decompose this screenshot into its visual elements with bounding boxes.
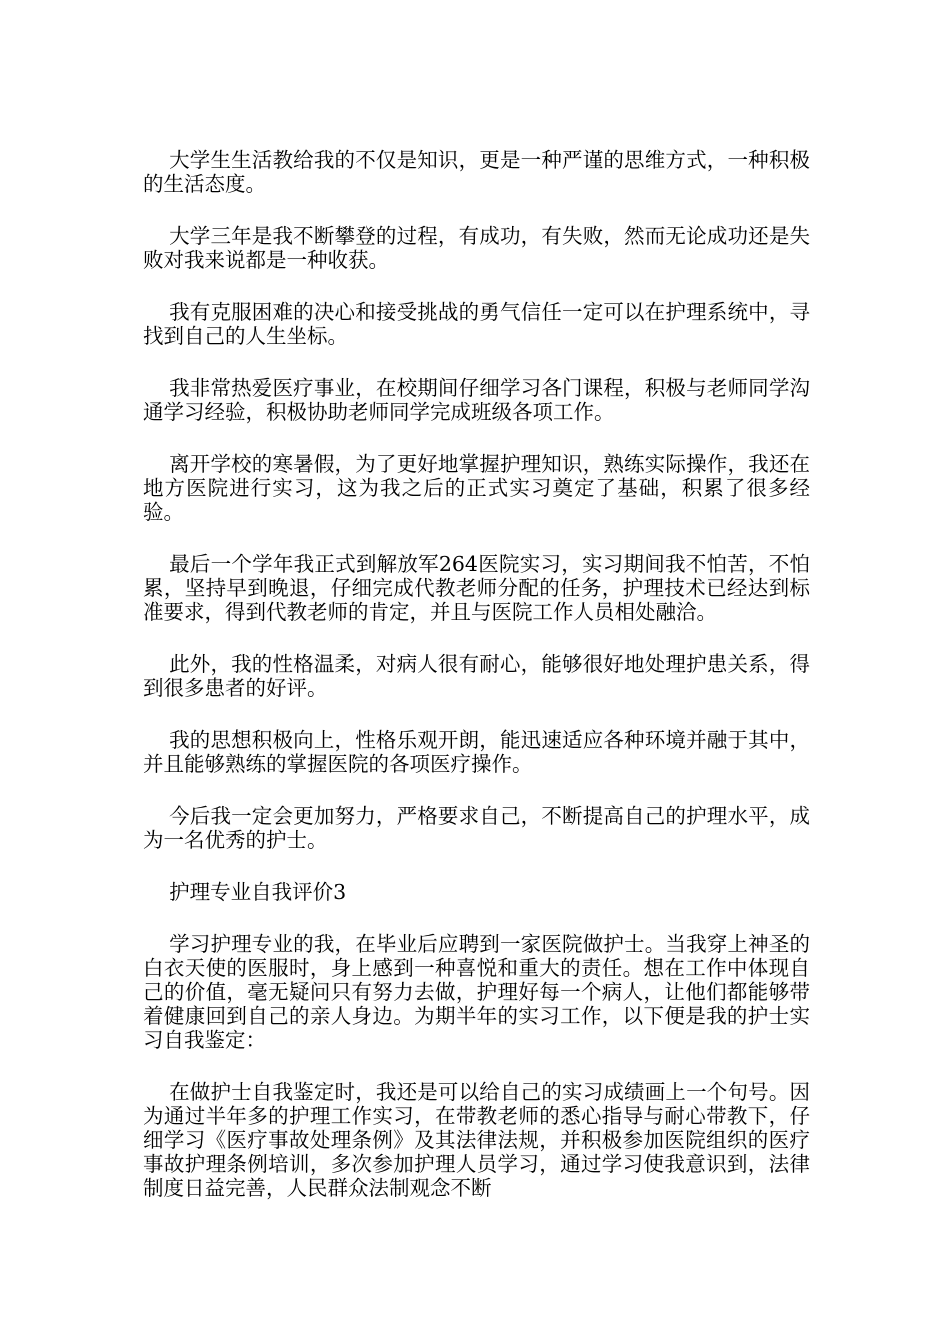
paragraph-6: 最后一个学年我正式到解放军264医院实习，实习期间我不怕苦，不怕累，坚持早到晚退，仔细完成代教老师分配的任务，护理技术已经达到标准要求，得到代教老师的肯定，并且与医院工作人员相处融洽。 <box>143 552 810 624</box>
paragraph-5: 离开学校的寒暑假，为了更好地掌握护理知识，熟练实际操作，我还在地方医院进行实习，这为我之后的正式实习奠定了基础，积累了很多经验。 <box>143 452 810 524</box>
paragraph-7: 此外，我的性格温柔，对病人很有耐心，能够很好地处理护患关系，得到很多患者的好评。 <box>143 652 810 700</box>
section-paragraph-1: 学习护理专业的我，在毕业后应聘到一家医院做护士。当我穿上神圣的白衣天使的医服时，身上感到一种喜悦和重大的责任。想在工作中体现自己的价值，毫无疑问只有努力去做，护理好每一个病人，让他们都能够带着健康回到自己的亲人身边。为期半年的实习工作，以下便是我的护士实习自我鉴定： <box>143 932 810 1052</box>
section-heading: 护理专业自我评价3 <box>169 880 347 904</box>
paragraph-1: 大学生生活教给我的不仅是知识，更是一种严谨的思维方式，一种积极的生活态度。 <box>143 148 810 196</box>
paragraph-9: 今后我一定会更加努力，严格要求自己，不断提高自己的护理水平，成为一名优秀的护士。 <box>143 804 810 852</box>
paragraph-2: 大学三年是我不断攀登的过程，有成功，有失败，然而无论成功还是失败对我来说都是一种收获。 <box>143 224 810 272</box>
paragraph-4: 我非常热爱医疗事业，在校期间仔细学习各门课程，积极与老师同学沟通学习经验，积极协助老师同学完成班级各项工作。 <box>143 376 810 424</box>
paragraph-8: 我的思想积极向上，性格乐观开朗，能迅速适应各种环境并融于其中，并且能够熟练的掌握医院的各项医疗操作。 <box>143 728 810 776</box>
section-paragraph-2: 在做护士自我鉴定时，我还是可以给自己的实习成绩画上一个句号。因为通过半年多的护理工作实习，在带教老师的悉心指导与耐心带教下，仔细学习《医疗事故处理条例》及其法律法规，并积极参加医院组织的医疗事故护理条例培训，多次参加护理人员学习，通过学习使我意识到，法律制度日益完善，人民群众法制观念不断 <box>143 1080 810 1200</box>
document-body <box>143 148 810 1228</box>
paragraph-3: 我有克服困难的决心和接受挑战的勇气信任一定可以在护理系统中，寻找到自己的人生坐标。 <box>143 300 810 348</box>
